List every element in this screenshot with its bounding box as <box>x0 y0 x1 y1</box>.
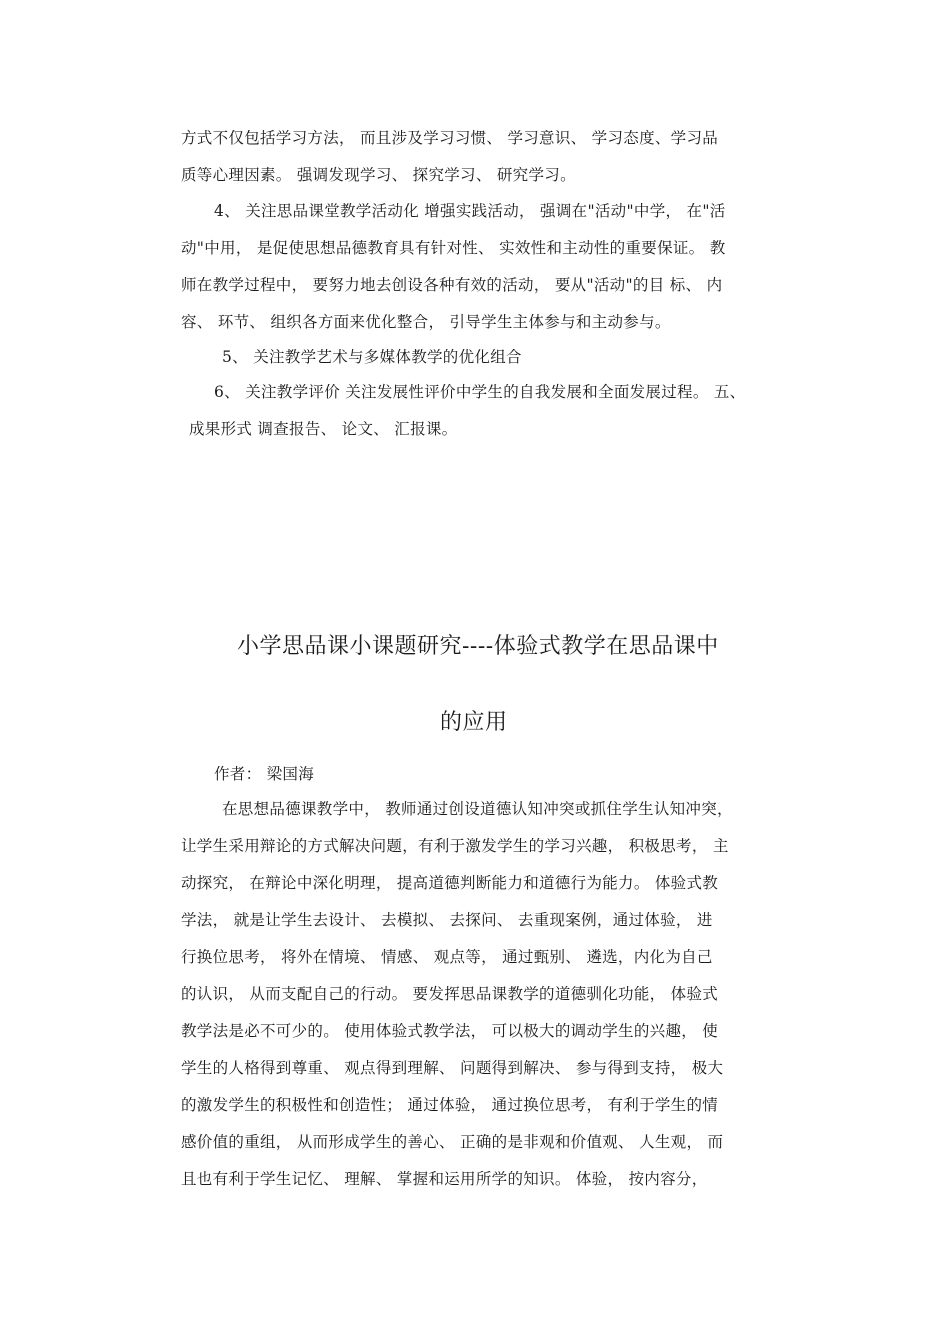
text-line: 动探究， 在辩论中深化明理， 提高道德判断能力和道德行为能力。 体验式教 <box>181 874 719 892</box>
text-line: 5、 关注教学艺术与多媒体教学的优化组合 <box>222 348 522 366</box>
text-line: 质等心理因素。 强调发现学习、 探究学习、 研究学习。 <box>181 166 576 184</box>
text-line: 方式不仅包括学习方法， 而且涉及学习习惯、 学习意识、 学习态度、学习品 <box>181 129 719 147</box>
text-line: 且也有利于学生记忆、 理解、 掌握和运用所学的知识。 体验， 按内容分， <box>181 1170 708 1188</box>
text-line: 在思想品德课教学中， 教师通过创设道德认知冲突或抓住学生认知冲突， <box>222 800 733 818</box>
text-line: 感价值的重组， 从而形成学生的善心、 正确的是非观和价值观、 人生观， 而 <box>181 1133 724 1151</box>
text-line: 的认识， 从而支配自己的行动。 要发挥思品课教学的道德驯化功能， 体验式 <box>181 985 719 1003</box>
text-line: 容、 环节、 组织各方面来优化整合， 引导学生主体参与和主动参与。 <box>181 313 671 331</box>
article-author: 作者： 梁国海 <box>214 765 315 783</box>
text-line: 学生的人格得到尊重、 观点得到理解、 问题得到解决、 参与得到支持， 极大 <box>181 1059 724 1077</box>
text-line: 让学生采用辩论的方式解决问题，有利于激发学生的学习兴趣， 积极思考， 主 <box>181 837 729 855</box>
text-line: 成果形式 调查报告、 论文、 汇报课。 <box>189 420 458 438</box>
text-line: 行换位思考， 将外在情境、 情感、 观点等， 通过甄别、 遴选，内化为自己 <box>181 948 713 966</box>
text-line: 4、 关注思品课堂教学活动化 增强实践活动， 强调在"活动"中学， 在"活 <box>214 202 726 220</box>
article-title-line-2: 的应用 <box>440 710 508 735</box>
text-line: 学法， 就是让学生去设计、 去模拟、 去探问、 去重现案例，通过体验， 进 <box>181 911 713 929</box>
article-title-line-1: 小学思品课小课题研究----体验式教学在思品课中 <box>237 634 719 659</box>
text-line: 教学法是必不可少的。 使用体验式教学法， 可以极大的调动学生的兴趣， 使 <box>181 1022 719 1040</box>
text-line: 师在教学过程中， 要努力地去创设各种有效的活动， 要从"活动"的目 标、 内 <box>181 276 723 294</box>
text-line: 动"中用， 是促使思想品德教育具有针对性、 实效性和主动性的重要保证。 教 <box>181 239 726 257</box>
text-line: 6、 关注教学评价 关注发展性评价中学生的自我发展和全面发展过程。 五、 <box>214 383 746 401</box>
text-line: 的激发学生的积极性和创造性； 通过体验， 通过换位思考， 有利于学生的情 <box>181 1096 719 1114</box>
